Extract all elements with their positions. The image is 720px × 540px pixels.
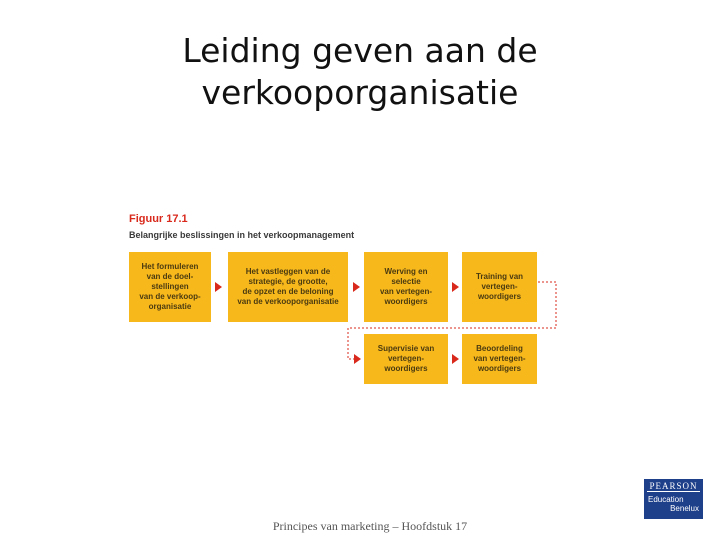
box-beoordeling: Beoordeling van vertegen- woordigers [462,334,537,384]
logo-line-1: Education [648,495,684,504]
box-doelstellingen: Het formuleren van de doel- stellingen van de verkoop- organisatie [129,252,211,322]
logo-brand: PEARSON [647,479,700,492]
box-werving: Werving en selectie van vertegen- woordigers [364,252,448,322]
arrow-right-icon [353,282,360,292]
publisher-logo [644,479,703,519]
figure-label: Figuur 17.1 [129,213,188,225]
box-strategie: Het vastleggen van de strategie, de grootte, de opzet en de beloning van de verkooporganisatie [228,252,348,322]
title-line-2: verkooporganisatie [201,73,519,112]
arrow-right-icon [452,354,459,364]
arrow-right-icon [215,282,222,292]
arrow-right-icon [354,354,361,364]
arrow-right-icon [452,282,459,292]
logo-line-2: Benelux [670,504,699,513]
title-line-1: Leiding geven aan de [182,31,538,70]
box-supervisie: Supervisie van vertegen- woordigers [364,334,448,384]
figure-caption: Belangrijke beslissingen in het verkoopmanagement [129,230,355,240]
box-training: Training van vertegen- woordigers [462,252,537,322]
footer-text: Principes van marketing – Hoofdstuk 17 [272,519,468,533]
